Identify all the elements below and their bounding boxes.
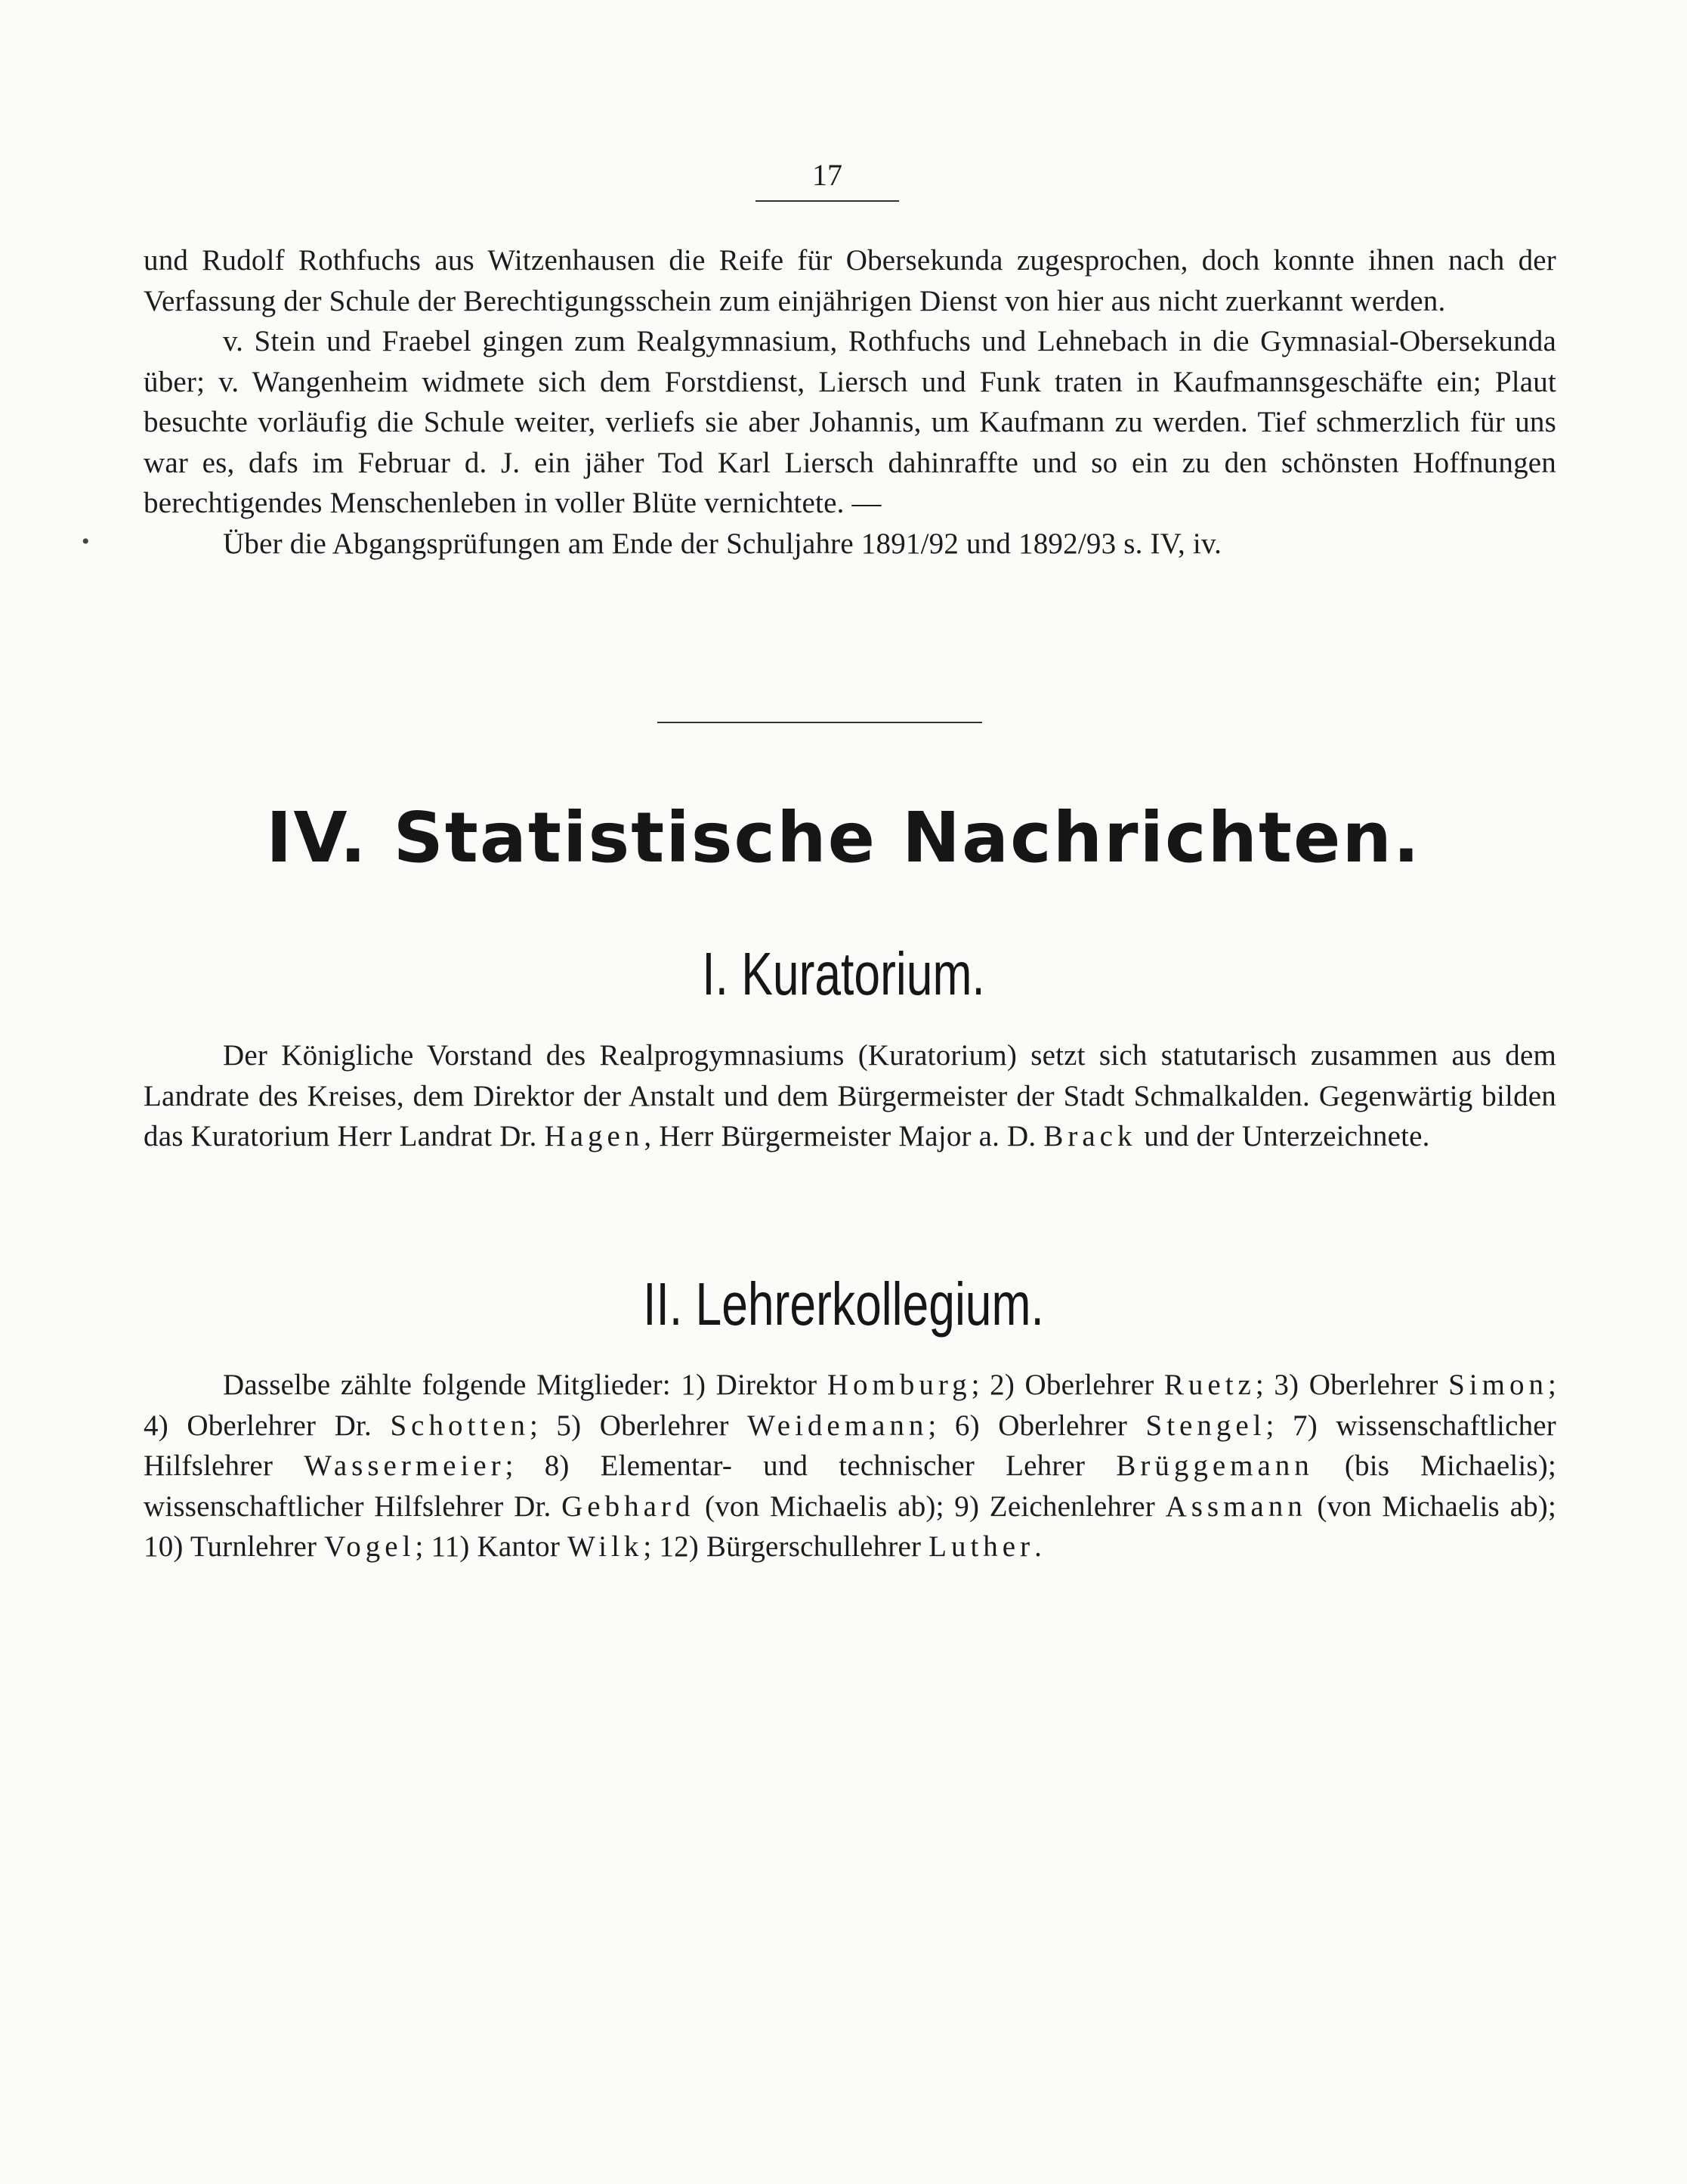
teacher-name: Gebhard xyxy=(561,1490,695,1523)
text-segment: (von Michaelis ab); 10) Turnlehrer xyxy=(144,1490,1556,1563)
teacher-name: Homburg xyxy=(827,1369,972,1401)
margin-mark: • xyxy=(82,529,90,554)
teacher-name: Wilk xyxy=(567,1530,644,1563)
teacher-name: Vogel xyxy=(324,1530,416,1563)
text-segment: ; 5) Oberlehrer xyxy=(529,1409,748,1442)
text-segment: ; 11) Kantor xyxy=(415,1530,567,1563)
kuratorium-heading: I. Kuratorium. xyxy=(702,940,985,1007)
section-divider xyxy=(657,722,982,723)
teacher-name: Wassermeier xyxy=(304,1449,505,1482)
name-brack: Brack xyxy=(1043,1120,1137,1152)
text-segment: ; 6) Oberlehrer xyxy=(928,1409,1146,1442)
kuratorium-text xyxy=(144,1035,1556,1157)
section-title: IV. Statistische Nachrichten. xyxy=(266,797,1421,878)
intro-paragraph-1: und Rudolf Rothfuchs aus Witzenhausen die Reife für Obersekunda zugesprochen, doch konnte ihnen nach der Verfassung der Schule der Berechtigungsschein zum einjährigen Dienst von hier aus nicht zuerkannt werden. xyxy=(144,244,1556,317)
teacher-name: Schotten xyxy=(390,1409,530,1442)
text-segment: (bis Michaelis); wissenschaftlicher Hilfslehrer Dr. xyxy=(144,1449,1556,1523)
lehrerkollegium-text xyxy=(144,1365,1556,1567)
teacher-name: Weidemann xyxy=(747,1409,928,1442)
kuratorium-paragraph: Der Königliche Vorstand des Realprogymnasiums (Kuratorium) setzt sich statutarisch zusammen aus dem Landrate des Kreises, dem Direktor der Anstalt und dem Bürgermeister der Stadt Schmalkalden. Gegenwärtig bilden das Kuratorium Herr Landrat Dr. Hagen, Herr Bürgermeister Major a. D. Brack und der Unterzeichnete. xyxy=(144,1039,1556,1152)
text-segment: ; 12) Bürgerschullehrer xyxy=(643,1530,929,1563)
intro-paragraph-3: Über die Abgangsprüfungen am Ende der Schuljahre 1891/92 und 1892/93 s. IV, iv. xyxy=(223,527,1222,560)
intro-text xyxy=(144,240,1556,564)
text-segment: ; 8) Elementar- und technischer Lehrer xyxy=(505,1449,1117,1482)
lehrerkollegium-paragraph xyxy=(144,1365,1556,1567)
teacher-name: Assmann xyxy=(1165,1490,1307,1523)
text-segment: ; 4) Oberlehrer Dr. xyxy=(144,1369,1556,1442)
text-segment: ; 3) Oberlehrer xyxy=(1255,1369,1449,1401)
name-hagen: Hagen xyxy=(544,1120,644,1152)
teacher-name: Ruetz xyxy=(1163,1369,1256,1401)
teacher-name: Stengel xyxy=(1145,1409,1266,1442)
teacher-name: Luther xyxy=(928,1530,1035,1563)
intro-paragraph-2: v. Stein und Fraebel gingen zum Realgymnasium, Rothfuchs und Lehnebach in die Gymnasial-Obersekunda über; v. Wangenheim widmete sich dem Forstdienst, Liersch und Funk traten in Kaufmannsgeschäfte ein; Plaut besuchte vorläufig die Schule weiter, verliefs sie aber Johannis, um Kaufmann zu werden. Tief schmerzlich für uns war es, dafs im Februar d. J. ein jäher Tod Karl Liersch dahinraffte und so ein zu den schönsten Hoffnungen berechtigendes Menschenleben in voller Blüte vernichtete. — xyxy=(144,325,1556,519)
text-segment: ; 7) wissenschaftlicher Hilfslehrer xyxy=(144,1409,1556,1482)
text-segment: Dasselbe zählte folgende Mitglieder: 1) Direktor xyxy=(223,1369,827,1401)
teacher-name: Brüggemann xyxy=(1116,1449,1314,1482)
teacher-name: Simon xyxy=(1448,1369,1548,1401)
page-number: 17 xyxy=(755,157,899,202)
text-segment: (von Michaelis ab); 9) Zeichenlehrer xyxy=(694,1490,1166,1523)
text-segment: ; 2) Oberlehrer xyxy=(971,1369,1164,1401)
text-segment: . xyxy=(1034,1530,1043,1563)
lehrerkollegium-heading: II. Lehrerkollegium. xyxy=(643,1270,1044,1338)
